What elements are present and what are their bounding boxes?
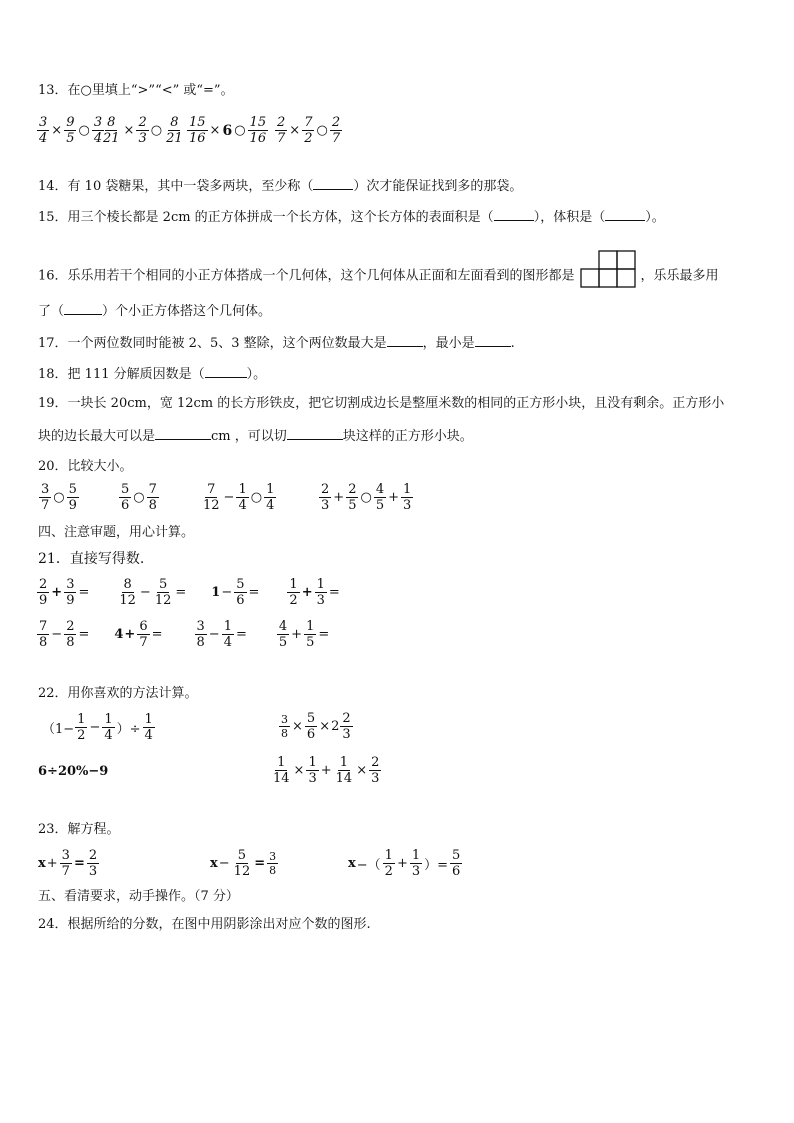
q16-line1: 16．乐乐用若干个相同的小正方体搭成一个几何体，这个几何体从正面和左面看到的图形都是 ，乐乐最多用 (38, 256, 719, 296)
q13-title: 13．在○里填上“>”“<” 或“=”。 (38, 83, 234, 98)
q13-item-3: $\frac{15}{16}$ × 6 ○ $\frac{15}{16}$ (189, 115, 267, 146)
q17-blank-min[interactable] (475, 334, 511, 347)
q20-item-2: $\frac{5}{6}$ ○ $\frac{7}{8}$ (121, 482, 157, 513)
q17: 17．一个两位数同时能被 2、5、3 整除，这个两位数最大是 ，最小是 . (38, 336, 515, 351)
q22-title: 22．用你喜欢的方法计算。 (38, 686, 198, 701)
q24-title: 24．根据所给的分数，在图中用阴影涂出对应个数的图形. (38, 917, 371, 932)
q20-item-3: $\frac{7}{12}$ − $\frac{1}{4}$ ○ $\frac{1}{4}$ (203, 482, 275, 513)
q22-expr-2: $\frac{3}{8}$ × $\frac{5}{6}$ × 2 $\frac{2}{3}$ (281, 711, 351, 742)
q14-blank[interactable] (313, 177, 353, 190)
q19-blank-count[interactable] (287, 427, 343, 440)
q21-row-2: $\frac{7}{8}$ − $\frac{2}{8}$ = 4 + $\frac{6}{7}$ = $\frac{3}{8}$ − $\frac{1}{4}$ = $\frac{4}{5}$ + $\frac{1}{5}$ = (39, 619, 330, 650)
q23-eq-2: x − $\frac{5}{12}$ = $\frac{3}{8}$ (210, 848, 277, 879)
q20-item-1: $\frac{3}{7}$ ○ $\frac{5}{9}$ (41, 482, 77, 513)
q22-expr-3: 6÷20%−9 (38, 764, 109, 779)
section-5-heading: 五、看清要求，动手操作。（7 分） (38, 889, 239, 904)
q23-eq-1: x + $\frac{3}{7}$ = $\frac{2}{3}$ (38, 848, 98, 879)
q19-line2: 块的边长最大可以是 cm ，可以切 块这样的正方形小块。 (38, 429, 473, 444)
q18: 18．把 111 分解质因数是（ ）。 (38, 367, 267, 382)
q15-blank-volume[interactable] (605, 208, 645, 221)
q13-item-1: $\frac{3}{4}$ × $\frac{9}{5}$ ○ $\frac{3}{4}$ (39, 115, 103, 146)
cube-view-figure (579, 250, 637, 290)
q21-title: 21．直接写得数. (38, 551, 145, 567)
q19-blank-side[interactable] (155, 427, 211, 440)
q19-line1: 19．一块长 20cm，宽 12cm 的长方形铁皮，把它切割成边长是整厘米数的相同的正方形小块，且没有剩余。正方形小 (38, 396, 725, 411)
q18-blank[interactable] (205, 365, 247, 378)
q23-title: 23．解方程。 (38, 822, 120, 837)
q15: 15．用三个棱长都是 2cm 的正方体拼成一个长方体，这个长方体的表面积是（ ），体积是（ ）。 (38, 210, 665, 225)
q20-title: 20．比较大小。 (38, 459, 133, 474)
section-4-heading: 四、注意审题，用心计算。 (38, 525, 195, 540)
q16-blank[interactable] (64, 302, 102, 315)
q13-item-4: $\frac{2}{7}$ × $\frac{7}{2}$ ○ $\frac{2}{7}$ (277, 115, 341, 146)
q16-line2: 了（ ）个小正方体搭这个几何体。 (38, 304, 272, 319)
q23-eq-3: x −（ $\frac{1}{2}$ + $\frac{1}{3}$ ）= $\frac{5}{6}$ (348, 848, 461, 879)
q22-expr-1: （1− $\frac{1}{2}$ − $\frac{1}{4}$ ）÷ $\frac{1}{4}$ (42, 712, 153, 743)
q17-blank-max[interactable] (387, 334, 423, 347)
q14: 14．有 10 袋糖果，其中一袋多两块，至少称（ ）次才能保证找到多的那袋。 (38, 179, 523, 194)
q13-item-2: $\frac{8}{21}$ × $\frac{2}{3}$ ○ $\frac{8}{21}$ (103, 115, 183, 146)
q15-blank-area[interactable] (494, 208, 534, 221)
q20-item-4: $\frac{2}{3}$ + $\frac{2}{5}$ ○ $\frac{4}{5}$ + $\frac{1}{3}$ (321, 482, 412, 513)
q22-expr-4: $\frac{1}{14}$ × $\frac{1}{3}$ + $\frac{1}{14}$ × $\frac{2}{3}$ (273, 755, 380, 786)
q21-row-1: $\frac{2}{9}$ + $\frac{3}{9}$ = $\frac{8}{12}$ − $\frac{5}{12}$ = 1 − $\frac{5}{6}$ = $\frac{1}{2}$ + $\frac{1}{3}$ = (39, 577, 340, 608)
